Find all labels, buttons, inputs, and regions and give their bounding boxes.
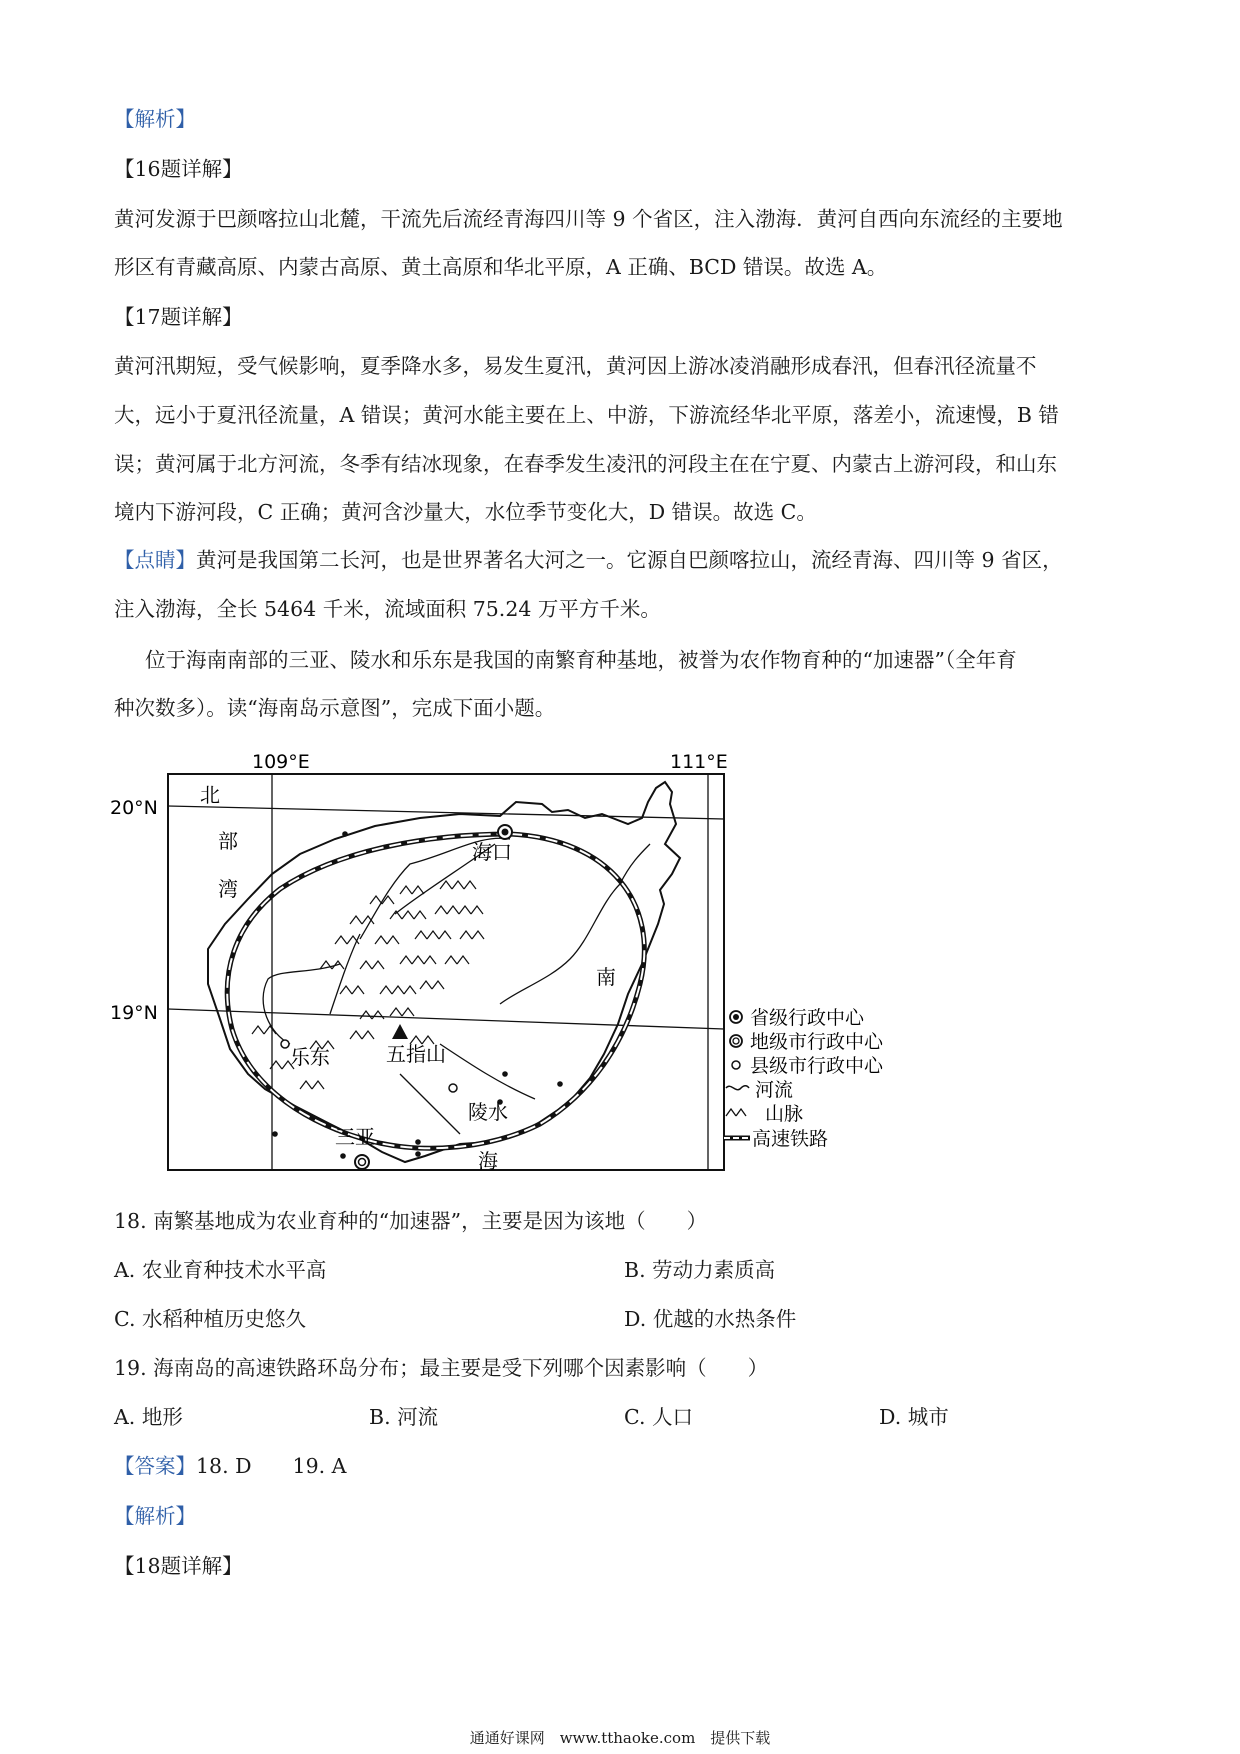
dianjing-tag: 【点睛】 [114, 548, 196, 572]
parallel-19 [168, 1009, 724, 1029]
q16-line-1: 黄河发源于巴颜喀拉山北麓，干流先后流经青海四川等 9 个省区，注入渤海．黄河自西向东流经的主要地 [114, 207, 1063, 231]
answer-line [114, 1452, 346, 1480]
lon-label-right: 111°E [670, 751, 728, 773]
legend-mountain-label: 山脉 [765, 1103, 804, 1125]
q18-option-b: B. 劳动力素质高 [624, 1258, 776, 1282]
river-7 [330, 934, 360, 1014]
river-3 [500, 844, 650, 1004]
lingshui-marker [449, 1084, 457, 1092]
legend-river-icon [726, 1086, 749, 1090]
q19-option-b: B. 河流 [369, 1405, 439, 1429]
q17-heading: 【17题详解】 [114, 305, 243, 329]
river-5 [400, 1074, 460, 1134]
map-legend [724, 1007, 884, 1150]
q18-option-a: A. 农业育种技术水平高 [114, 1258, 327, 1282]
jiexi-heading-1: 【解析】 [114, 107, 196, 131]
q19-option-a: A. 地形 [114, 1405, 183, 1429]
intro-line-2: 种次数多）。读“海南岛示意图”，完成下面小题。 [114, 696, 556, 720]
q16-heading: 【16题详解】 [114, 157, 243, 181]
sea-label-bei: 北 [200, 783, 220, 807]
city-label-haikou: 海口 [472, 840, 512, 864]
q16-line-2: 形区有青藏高原、内蒙古高原、黄土高原和华北平原，A 正确、BCD 错误。故选 A。 [114, 255, 888, 279]
legend-provincial-label: 省级行政中心 [750, 1007, 865, 1029]
railway-outer [227, 834, 644, 1148]
q17-line-1: 黄河汛期短，受气候影响，夏季降水多，易发生夏汛，黄河因上游冰凌消融形成春汛，但春汛径流量不 [114, 354, 1037, 378]
q19-option-c: C. 人口 [624, 1405, 693, 1429]
q17-line-2: 大，远小于夏汛径流量，A 错误；黄河水能主要在上、中游，下游流经华北平原，落差小，流速慢，B 错 [114, 403, 1059, 427]
hainan-map-svg [110, 744, 884, 1184]
q19-stem: 19. 海南岛的高速铁路环岛分布；最主要是受下列哪个因素影响（ ） [114, 1356, 769, 1380]
q17-line-3: 误；黄河属于北方河流，冬季有结冰现象，在春季发生凌汛的河段主在在宁夏、内蒙古上游河段，和山东 [114, 452, 1057, 476]
page-footer: 通通好课网 www.tthaoke.com 提供下载 [469, 1729, 771, 1747]
dianjing-line-1 [114, 546, 1063, 574]
dianjing-text-1: 黄河是我国第二长河，也是世界著名大河之一。它源自巴颜喀拉山，流经青海、四川等 9 省区， [196, 548, 1063, 572]
answer-tag: 【答案】 [114, 1454, 196, 1478]
q19-option-d: D. 城市 [879, 1405, 949, 1429]
legend-prefecture-icon [730, 1035, 742, 1047]
lat-label-mid: 19°N [110, 1002, 158, 1024]
lat-label-top: 20°N [110, 797, 158, 819]
ledong-marker [281, 1040, 289, 1048]
sea-label-bu: 部 [218, 829, 238, 853]
city-label-lingshui: 陵水 [468, 1100, 508, 1124]
sea-label-wan: 湾 [218, 877, 238, 901]
intro-line-1: 位于海南南部的三亚、陵水和乐东是我国的南繁育种基地，被誉为农作物育种的“加速器”（全年育 [145, 648, 1017, 672]
sanya-marker [355, 1155, 369, 1169]
mountain-symbols [252, 881, 484, 1089]
legend-prefecture-label: 地级市行政中心 [750, 1031, 884, 1053]
city-label-sanya: 三亚 [335, 1125, 375, 1149]
q18-option-d: D. 优越的水热条件 [624, 1307, 797, 1331]
parallel-20 [168, 806, 724, 819]
sea-label-nan: 南 [596, 965, 616, 989]
mountain-label-wuzhishan: 五指山 [386, 1042, 446, 1066]
jiexi-heading-2: 【解析】 [114, 1504, 196, 1528]
q18-stem: 18. 南繁基地成为农业育种的“加速器”，主要是因为该地（ ） [114, 1209, 708, 1233]
island-dots [272, 831, 563, 1159]
wuzhishan-peak-icon [392, 1024, 408, 1039]
legend-river-label: 河流 [755, 1079, 794, 1101]
hainan-map [110, 744, 884, 1184]
dianjing-line-2: 注入渤海，全长 5464 千米，流域面积 75.24 万平方千米。 [114, 597, 661, 621]
q18-option-c: C. 水稻种植历史悠久 [114, 1307, 306, 1331]
legend-railway-label: 高速铁路 [752, 1128, 829, 1150]
legend-mountain-icon [726, 1109, 746, 1116]
q17-line-4: 境内下游河段，C 正确；黄河含沙量大，水位季节变化大，D 错误。故选 C。 [114, 500, 817, 524]
legend-county-icon [732, 1061, 740, 1069]
city-label-ledong: 乐东 [290, 1045, 330, 1069]
lon-label-left: 109°E [252, 751, 310, 773]
answer-text: 18. D 19. A [196, 1454, 347, 1478]
q18-heading: 【18题详解】 [114, 1554, 243, 1578]
sea-label-hai: 海 [478, 1149, 498, 1173]
legend-county-label: 县级市行政中心 [750, 1055, 884, 1077]
